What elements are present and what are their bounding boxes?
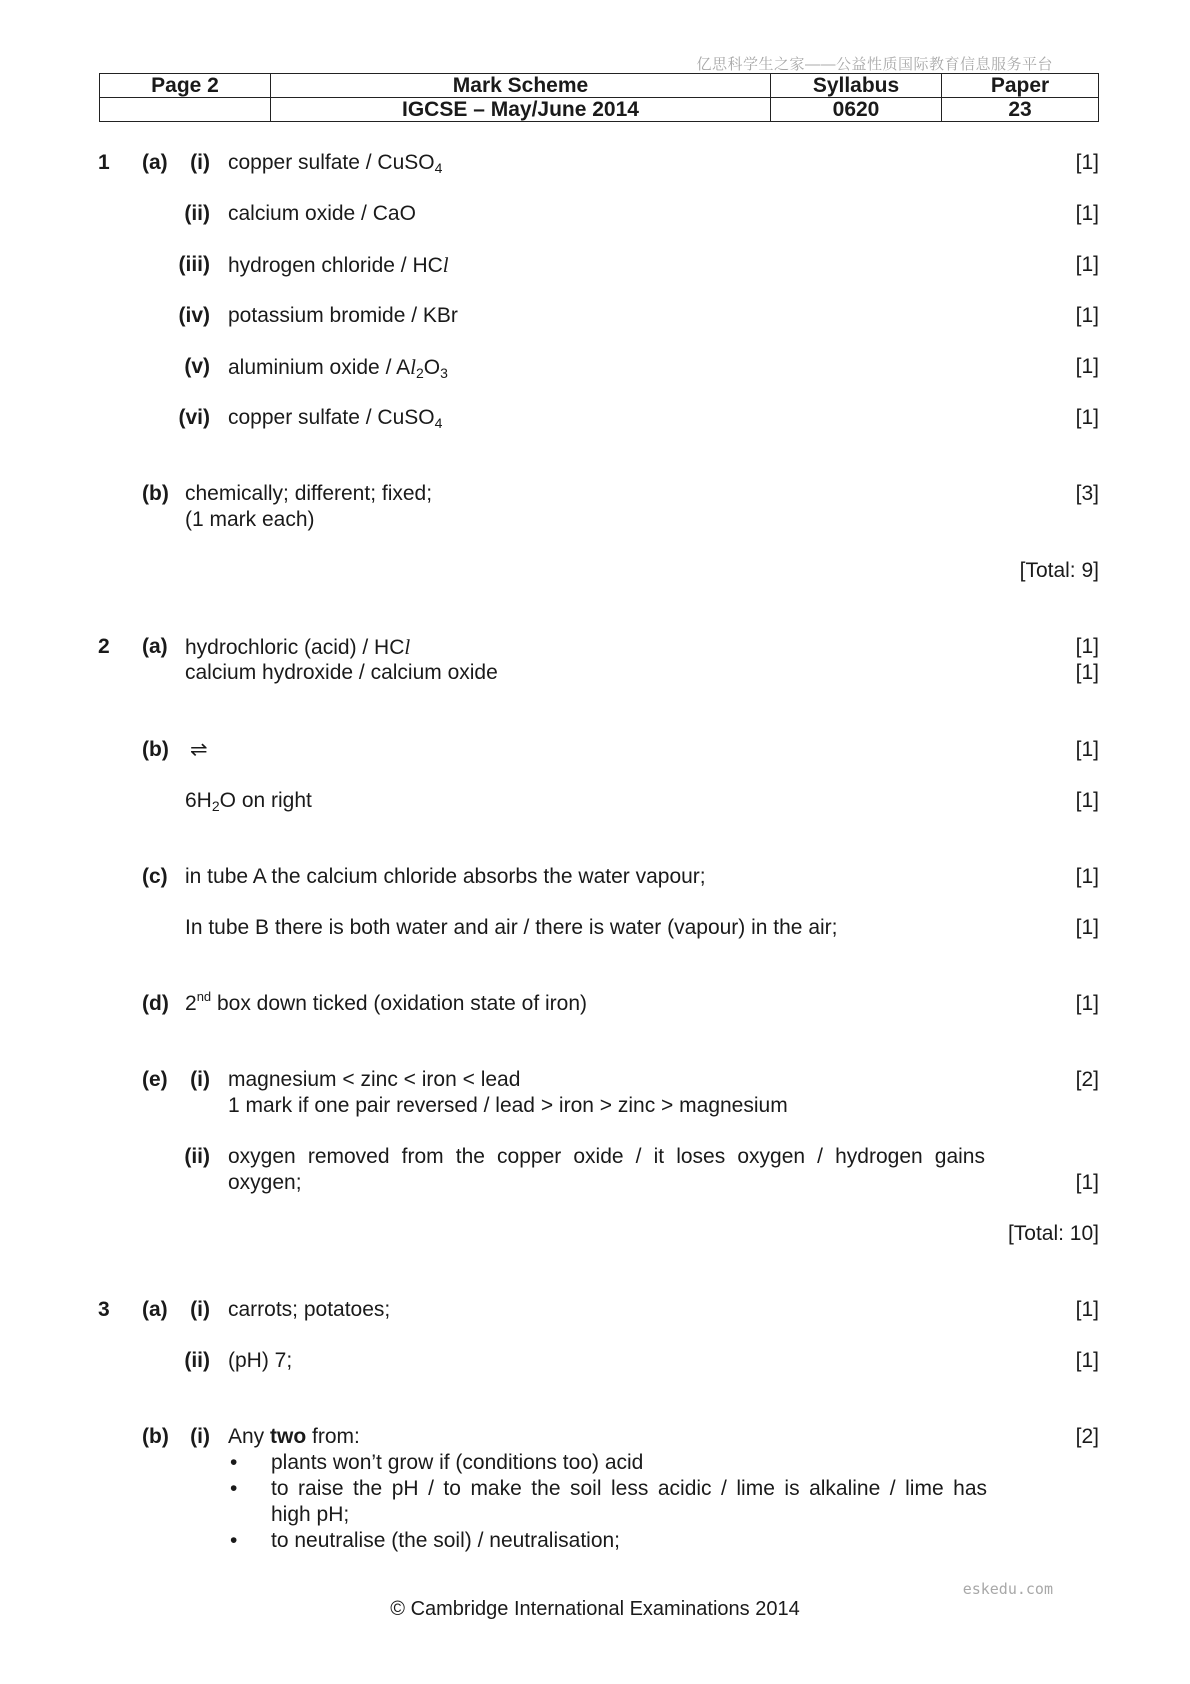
- part-label: (e): [142, 1068, 168, 1091]
- answer-text: hydrogen chloride / HCl: [228, 253, 449, 277]
- subpart-label: (ii): [184, 1349, 210, 1372]
- header-title: Mark Scheme: [271, 74, 771, 98]
- q1-b-note: [0, 507, 1190, 533]
- q2-e-i-note: [0, 1093, 1190, 1119]
- header-paper-label: Paper: [942, 74, 1099, 98]
- q2-e-i: [0, 1067, 1190, 1093]
- bullet-dot: •: [230, 1477, 238, 1500]
- mark: [1]: [1075, 151, 1099, 174]
- answer-text: potassium bromide / KBr: [228, 304, 458, 327]
- watermark-top: 亿思科学生之家——公益性质国际教育信息服务平台: [696, 56, 1053, 73]
- q2-e-ii-line2: [0, 1170, 1190, 1196]
- mark: [1]: [1075, 738, 1099, 761]
- answer-text: magnesium < zinc < iron < lead: [228, 1068, 521, 1091]
- q2-c-tube-b: [0, 915, 1190, 941]
- mark: [3]: [1075, 482, 1099, 505]
- subpart-label: (ii): [184, 1145, 210, 1168]
- total-mark: [Total: 10]: [1007, 1222, 1099, 1245]
- mark: [1]: [1075, 1298, 1099, 1321]
- q1-a-ii: [0, 201, 1190, 227]
- header-paper: 23: [942, 98, 1099, 122]
- answer-text: In tube B there is both water and air / there is water (vapour) in the air;: [185, 916, 838, 939]
- q3-b-i: [0, 1424, 1190, 1450]
- header-syllabus-label: Syllabus: [771, 74, 942, 98]
- bullet-item: [0, 1528, 1190, 1554]
- question-number: 1: [98, 151, 110, 174]
- answer-text: (pH) 7;: [228, 1349, 293, 1372]
- part-label: (b): [142, 482, 169, 505]
- q3-a-i: [0, 1297, 1190, 1323]
- q2-e-ii: [0, 1144, 1190, 1170]
- part-label: (a): [142, 635, 168, 658]
- answer-note: 1 mark if one pair reversed / lead > iron > zinc > magnesium: [228, 1094, 788, 1117]
- mark: [1]: [1075, 1171, 1099, 1194]
- mark: [1]: [1075, 253, 1099, 276]
- mark: [1]: [1075, 789, 1099, 812]
- subpart-label: (i): [190, 1298, 210, 1321]
- mark: [1]: [1075, 202, 1099, 225]
- question-number: 3: [98, 1298, 110, 1321]
- answer-intro: Any two from:: [228, 1425, 360, 1448]
- mark: [1]: [1075, 1349, 1099, 1372]
- header-table: [99, 73, 1099, 122]
- bullet-text: high pH;: [271, 1503, 350, 1526]
- subpart-label: (i): [190, 1068, 210, 1091]
- answer-note: (1 mark each): [185, 508, 315, 531]
- answer-text: copper sulfate / CuSO$_4$: [228, 151, 443, 176]
- mark: [1]: [1075, 635, 1099, 658]
- header-page: Page 2: [100, 74, 271, 98]
- q1-a-v: [0, 354, 1190, 380]
- answer-text: hydrochloric (acid) / HCl: [185, 635, 411, 659]
- watermark-bottom: eskedu.com: [962, 1580, 1053, 1598]
- answer-text: calcium oxide / CaO: [228, 202, 416, 225]
- answer-text: oxygen removed from the copper oxide / it loses oxygen / hydrogen gains: [228, 1145, 985, 1168]
- q2-c: [0, 864, 1190, 890]
- subpart-label: (v): [184, 355, 210, 378]
- subpart-label: (vi): [178, 406, 210, 429]
- subpart-label: (i): [190, 151, 210, 174]
- q1-a-i: [0, 150, 1190, 176]
- part-label: (c): [142, 865, 168, 888]
- q2-total: [0, 1221, 1190, 1247]
- subpart-label: (iv): [178, 304, 210, 327]
- mark: [2]: [1075, 1425, 1099, 1448]
- equilibrium-symbol: ⇌: [190, 738, 208, 761]
- part-label: (b): [142, 738, 169, 761]
- answer-text: carrots; potatoes;: [228, 1298, 391, 1321]
- question-number: 2: [98, 635, 110, 658]
- mark: [1]: [1075, 406, 1099, 429]
- mark: [1]: [1075, 992, 1099, 1015]
- answer-text: chemically; different; fixed;: [185, 482, 433, 505]
- answer-text: 2nd box down ticked (oxidation state of iron): [185, 989, 588, 1015]
- q2-d: [0, 991, 1190, 1017]
- q1-a-vi: [0, 405, 1190, 431]
- header-syllabus: 0620: [771, 98, 942, 122]
- mark: [1]: [1075, 355, 1099, 378]
- q2-a: [0, 634, 1190, 660]
- q2-b-water: [0, 788, 1190, 814]
- answer-text: $6H_2O$ on right: [185, 789, 312, 814]
- part-label: (a): [142, 1298, 168, 1321]
- subpart-label: (i): [190, 1425, 210, 1448]
- q1-total: [0, 558, 1190, 584]
- q2-a-line2: [0, 660, 1190, 686]
- bullet-text: to raise the pH / to make the soil less acidic / lime is alkaline / lime has: [271, 1477, 987, 1500]
- part-label: (b): [142, 1425, 169, 1448]
- q1-a-iv: [0, 303, 1190, 329]
- part-label: (a): [142, 151, 168, 174]
- bullet-item: [0, 1476, 1190, 1502]
- q2-b: [0, 737, 1190, 763]
- q1-b: [0, 481, 1190, 507]
- answer-text: aluminium oxide / $Al_2O_3$: [228, 355, 448, 381]
- header-exam: IGCSE – May/June 2014: [271, 98, 771, 122]
- answer-text: copper sulfate / CuSO$_4$: [228, 406, 443, 431]
- bullet-text: plants won’t grow if (conditions too) acid: [271, 1451, 644, 1474]
- mark: [1]: [1075, 916, 1099, 939]
- q3-a-ii: [0, 1348, 1190, 1374]
- bullet-item: [0, 1450, 1190, 1476]
- answer-text: oxygen;: [228, 1171, 302, 1194]
- subpart-label: (iii): [178, 253, 210, 276]
- total-mark: [Total: 9]: [1019, 559, 1099, 582]
- part-label: (d): [142, 992, 169, 1015]
- answer-text: calcium hydroxide / calcium oxide: [185, 661, 498, 684]
- bullet-continuation: [0, 1502, 1190, 1528]
- mark: [1]: [1075, 661, 1099, 684]
- answer-text: in tube A the calcium chloride absorbs the water vapour;: [185, 865, 706, 888]
- footer-copyright: © Cambridge International Examinations 2014: [390, 1598, 800, 1620]
- bullet-dot: •: [230, 1451, 238, 1474]
- bullet-dot: •: [230, 1529, 238, 1552]
- header-blank: [100, 98, 271, 122]
- mark: [1]: [1075, 865, 1099, 888]
- subpart-label: (ii): [184, 202, 210, 225]
- mark: [2]: [1075, 1068, 1099, 1091]
- mark: [1]: [1075, 304, 1099, 327]
- bullet-text: to neutralise (the soil) / neutralisation;: [271, 1529, 621, 1552]
- q1-a-iii: [0, 252, 1190, 278]
